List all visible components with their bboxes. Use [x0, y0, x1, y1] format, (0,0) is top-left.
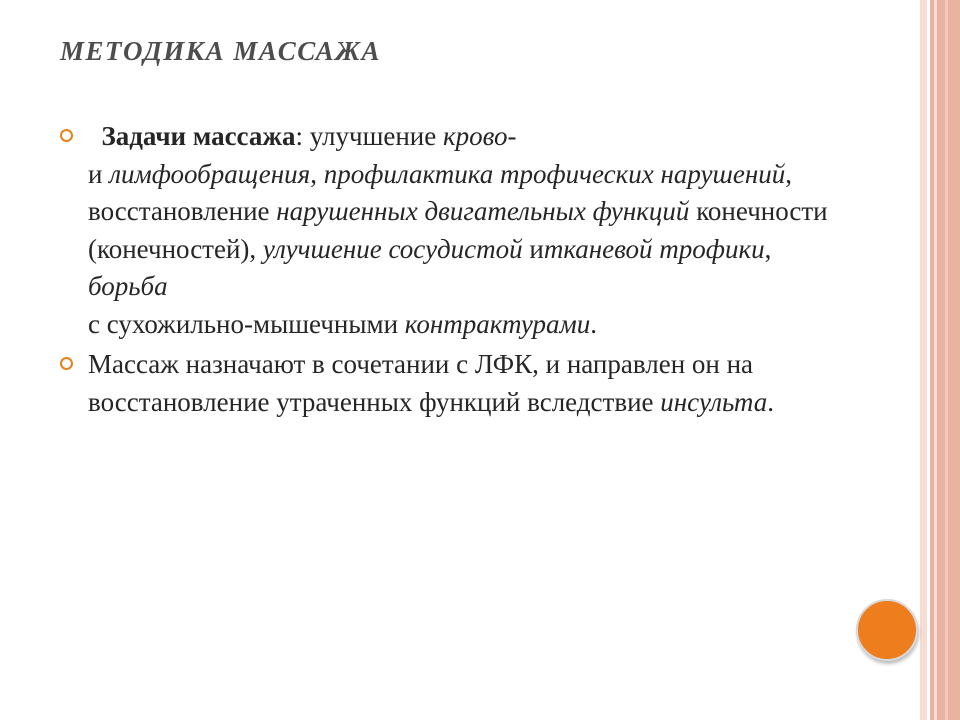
text-segment: Массаж назначают в сочетании с ЛФК, и направлен он на восстановление утраченных функций вследствие — [88, 349, 754, 417]
text-segment: : улучшение — [295, 121, 443, 151]
right-border-line-2 — [945, 0, 948, 720]
right-border-line-1 — [934, 0, 937, 720]
decorative-orange-circle — [856, 599, 918, 661]
bullet-ring-icon — [60, 129, 73, 142]
text-segment: крово- — [442, 121, 517, 151]
text-segment: и — [522, 233, 544, 264]
text-segment: нарушенных двигательных функций — [276, 196, 690, 226]
bullet-text — [88, 118, 850, 343]
text-segment: улучшение сосудистой — [262, 233, 523, 264]
bullet-ring-icon — [60, 357, 73, 370]
slide-title: МЕТОДИКА МАССАЖА — [60, 36, 381, 66]
text-segment: , — [310, 158, 324, 189]
text-segment: , — [764, 233, 772, 264]
text-segment: контрактурами — [404, 308, 591, 339]
text-segment: . — [767, 386, 774, 417]
text-segment: профилактика трофических нарушений — [323, 158, 786, 189]
bullet-item-massage-lfk — [60, 346, 850, 421]
text-segment: конечности (конечностей), — [88, 196, 828, 264]
text-segment: с сухожильно-мышечными — [88, 308, 405, 339]
text-segment: тканевой трофики — [543, 233, 765, 264]
text-segment: и — [88, 158, 110, 189]
text-segment: . — [590, 308, 597, 339]
right-border-stripe-inner — [920, 0, 927, 720]
bullet-item-massage-tasks — [60, 118, 850, 343]
text-segment: , восстановление — [88, 158, 793, 226]
text-segment: инсульта — [660, 386, 768, 417]
text-segment: борьба — [88, 271, 168, 301]
bullet-list — [60, 118, 850, 424]
text-segment: Задачи массажа — [101, 121, 296, 151]
text-segment: лимфообращения — [109, 158, 311, 189]
bullet-text — [88, 346, 850, 421]
